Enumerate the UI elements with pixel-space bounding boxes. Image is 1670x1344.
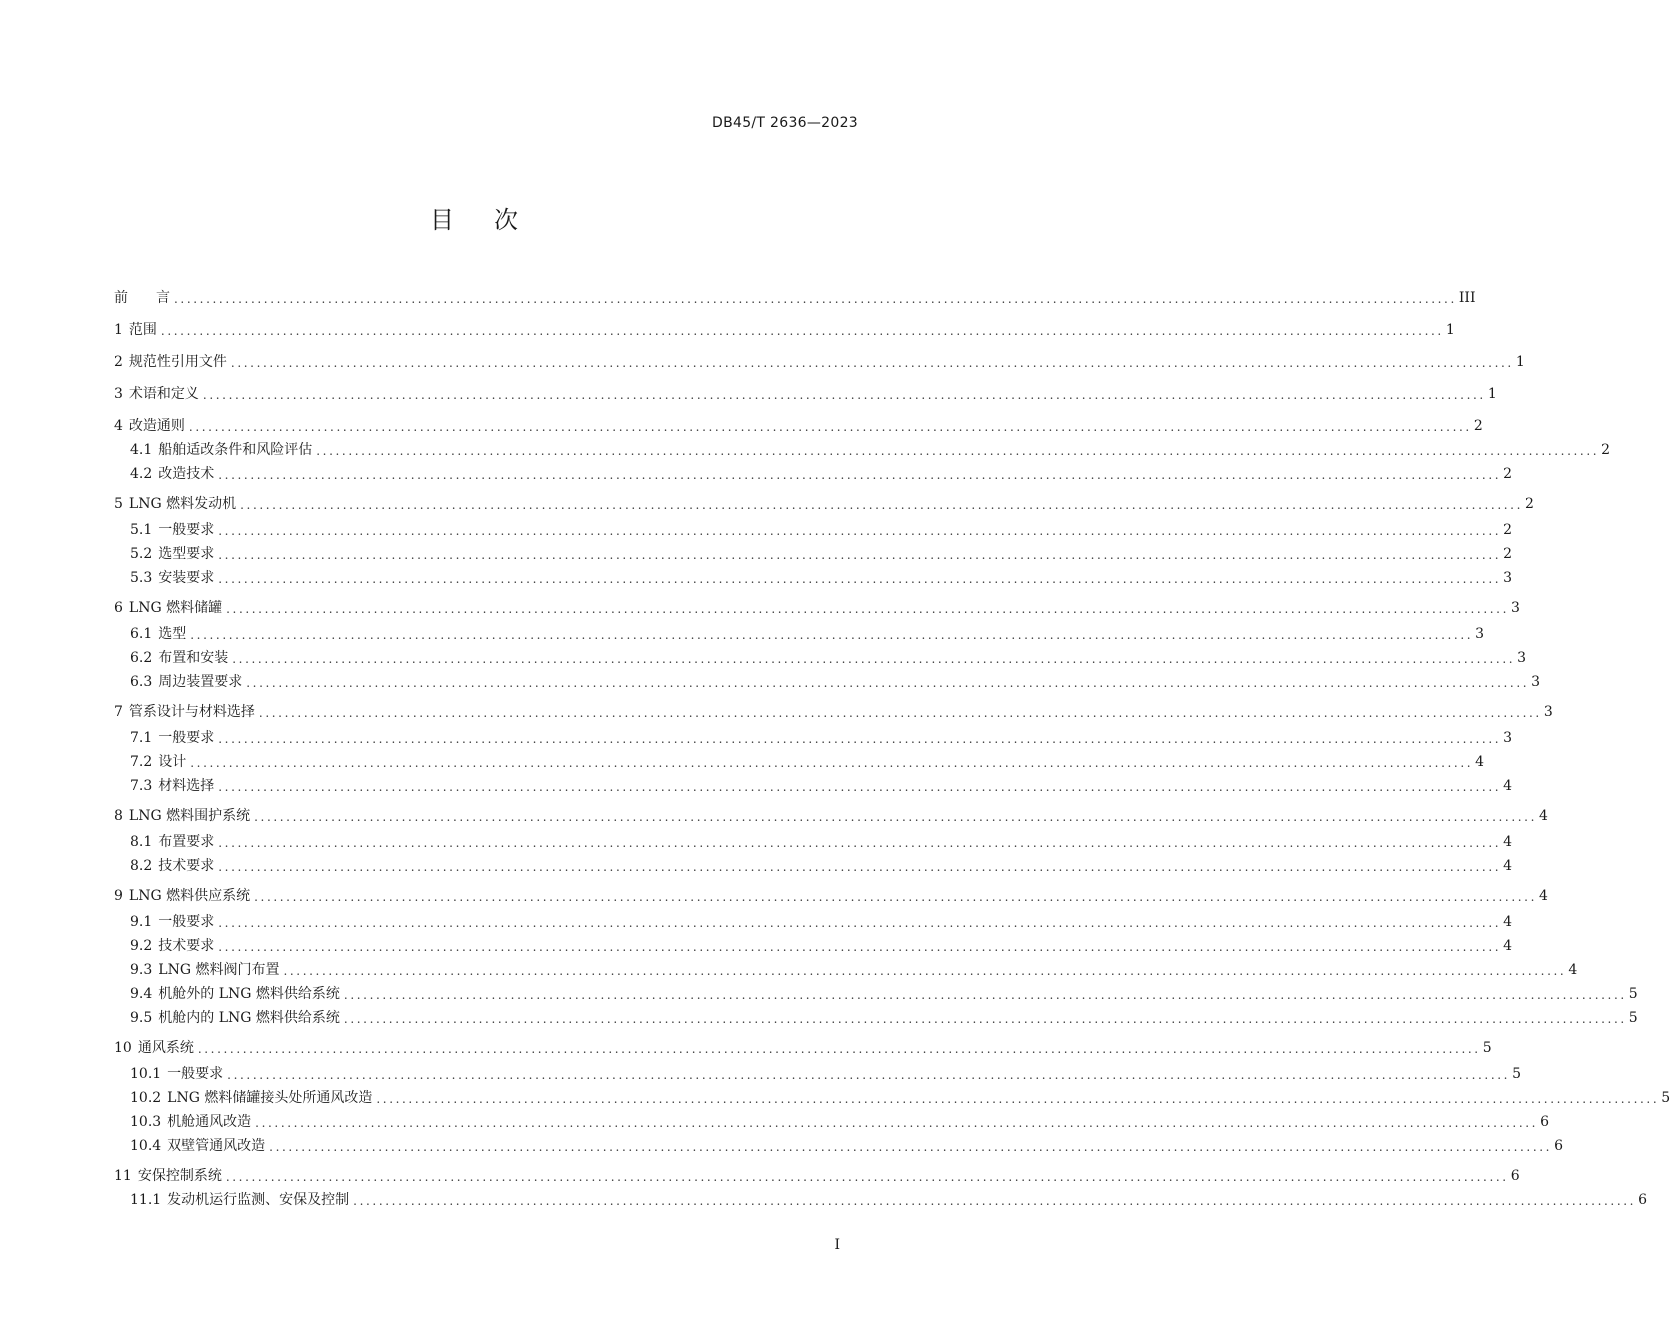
toc-entry[interactable] (130, 726, 1513, 750)
toc-entry[interactable] (130, 982, 1638, 1006)
toc-entry[interactable] (130, 566, 1513, 590)
toc-entry-number: 4.2 (130, 466, 153, 482)
toc-entry-number: 5.2 (130, 546, 153, 562)
page-title-part1: 目 (430, 206, 456, 234)
toc-dot-leader: ........................................................................................................................................................................................................ (258, 706, 1542, 720)
toc-dot-leader: ........................................................................................................................................................................................................ (188, 420, 1472, 434)
toc-entry-label (114, 884, 252, 908)
toc-entry-text: LNG 燃料储罐 (128, 600, 223, 616)
toc-entry-number: 11.1 (130, 1192, 162, 1208)
toc-entry[interactable] (130, 854, 1513, 878)
toc-entry-number: 8.1 (130, 834, 153, 850)
toc-entry-text: 改造通则 (128, 418, 185, 434)
toc-entry-label (130, 958, 281, 982)
toc-entry-number: 7.1 (130, 730, 153, 746)
toc-dot-leader: ........................................................................................................................................................................................................ (343, 1012, 1627, 1026)
toc-entry-label (114, 286, 172, 310)
toc-entry-label (114, 492, 238, 516)
toc-entry-text: 材料选择 (158, 778, 215, 794)
toc-entry-number: 9.3 (130, 962, 153, 978)
toc-entry-label (130, 462, 216, 486)
toc-entry-label (130, 670, 244, 694)
toc-entry-page: 3 (1503, 570, 1513, 586)
toc-dot-leader: ........................................................................................................................................................................................................ (218, 732, 1502, 746)
toc-entry-page: 5 (1661, 1090, 1670, 1106)
toc-entry[interactable] (114, 884, 1548, 908)
toc-entry-label (114, 596, 224, 620)
toc-dot-leader: ........................................................................................................................................................................................................ (246, 676, 1530, 690)
toc-entry-page: 1 (1515, 354, 1525, 370)
toc-entry-page: 4 (1568, 962, 1578, 978)
toc-dot-leader: ........................................................................................................................................................................................................ (353, 1194, 1637, 1208)
toc-entry[interactable] (130, 518, 1513, 542)
toc-dot-leader: ........................................................................................................................................................................................................ (218, 780, 1502, 794)
toc-entry-page: 4 (1503, 858, 1513, 874)
toc-entry-number: 3 (114, 386, 123, 402)
toc-dot-leader: ........................................................................................................................................................................................................ (343, 988, 1627, 1002)
toc-entry-text: 船舶适改条件和风险评估 (158, 442, 313, 458)
toc-entry-text: 设计 (158, 754, 187, 770)
toc-entry-label (130, 934, 216, 958)
toc-entry-text: 布置要求 (158, 834, 215, 850)
toc-entry-number: 9 (114, 888, 123, 904)
toc-entry-number: 10.1 (130, 1066, 162, 1082)
toc-dot-leader: ........................................................................................................................................................................................................ (226, 602, 1509, 616)
toc-entry-number: 10.3 (130, 1114, 162, 1130)
toc-entry-text: 规范性引用文件 (128, 354, 227, 370)
toc-entry-label (130, 1086, 374, 1110)
toc-entry-text: 周边装置要求 (158, 674, 243, 690)
toc-entry-number: 9.2 (130, 938, 153, 954)
toc-entry-text: 技术要求 (158, 858, 215, 874)
toc-entry-number: 10.2 (130, 1090, 162, 1106)
toc-entry-label (130, 1188, 351, 1212)
toc-entry-text: 选型 (158, 626, 187, 642)
toc-entry-number: 7.3 (130, 778, 153, 794)
toc-entry-label (114, 414, 187, 438)
toc-entry-label (114, 1164, 224, 1188)
toc-entry-label (130, 854, 216, 878)
toc-dot-leader: ........................................................................................................................................................................................................ (218, 524, 1502, 538)
toc-entry[interactable] (130, 462, 1513, 486)
toc-entry[interactable] (130, 1062, 1521, 1086)
toc-entry-number: 5.3 (130, 570, 153, 586)
toc-entry-page: 6 (1638, 1192, 1647, 1208)
toc-entry-number: 9.4 (130, 986, 153, 1002)
toc-entry-label (130, 750, 188, 774)
toc-entry[interactable] (114, 414, 1483, 438)
toc-entry[interactable] (114, 1164, 1520, 1188)
toc-entry-text: 术语和定义 (128, 386, 199, 402)
toc-entry-text: 技术要求 (158, 938, 215, 954)
toc-entry-page: 2 (1473, 418, 1483, 434)
toc-entry-page: 4 (1475, 754, 1485, 770)
toc-entry-text: 布置和安装 (158, 650, 229, 666)
toc-entry-page: 5 (1628, 986, 1638, 1002)
toc-dot-leader: ........................................................................................................................................................................................................ (269, 1140, 1553, 1154)
toc-entry[interactable] (130, 670, 1541, 694)
toc-entry-number: 7.2 (130, 754, 153, 770)
toc-entry-text: 机舱通风改造 (167, 1114, 252, 1130)
toc-entry-page: 3 (1517, 650, 1527, 666)
toc-entry-number: 1 (114, 322, 123, 338)
toc-entry-page: 4 (1503, 914, 1513, 930)
toc-dot-leader: ........................................................................................................................................................................................................ (240, 498, 1523, 512)
toc-entry-label (114, 382, 201, 406)
toc-entry-page: III (1458, 290, 1476, 306)
toc-entry-number: 2 (114, 354, 123, 370)
toc-entry-text: 安装要求 (158, 570, 215, 586)
toc-dot-leader: ........................................................................................................................................................................................................ (227, 1068, 1511, 1082)
toc-entry-text: LNG 燃料储罐接头处所通风改造 (167, 1090, 373, 1106)
toc-entry-text: 安保控制系统 (137, 1168, 222, 1184)
toc-entry-text: 一般要求 (158, 730, 215, 746)
toc-entry-number: 5 (114, 496, 123, 512)
toc-entry-label (130, 830, 216, 854)
toc-entry-label (114, 804, 252, 828)
toc-entry-label (130, 646, 230, 670)
toc-entry-page: 4 (1539, 888, 1548, 904)
toc-entry-text: 机舱外的 LNG 燃料供给系统 (158, 986, 340, 1002)
toc-entry[interactable] (114, 804, 1548, 828)
toc-entry[interactable] (130, 622, 1485, 646)
toc-entry-label (130, 910, 216, 934)
toc-entry-page: 2 (1601, 442, 1611, 458)
toc-entry-text: 管系设计与材料选择 (128, 704, 255, 720)
toc-entry[interactable] (130, 1006, 1638, 1030)
toc-entry-text: 通风系统 (137, 1040, 194, 1056)
toc-entry-label (130, 542, 216, 566)
toc-entry-text: 双壁管通风改造 (167, 1138, 266, 1154)
toc-entry-page: 4 (1539, 808, 1548, 824)
page-title-part2: 次 (494, 206, 520, 234)
toc-entry-label (130, 982, 342, 1006)
toc-entry-number: 4 (114, 418, 123, 434)
toc-entry[interactable] (114, 350, 1525, 374)
toc-entry[interactable] (114, 596, 1520, 620)
toc-dot-leader: ........................................................................................................................................................................................................ (218, 836, 1502, 850)
toc-entry-number: 9.5 (130, 1010, 153, 1026)
toc-entry-page: 4 (1503, 834, 1513, 850)
toc-entry-page: 6 (1540, 1114, 1549, 1130)
toc-entry-text: 改造技术 (158, 466, 215, 482)
toc-entry-label (130, 518, 216, 542)
toc-dot-leader: ........................................................................................................................................................................................................ (174, 292, 1457, 306)
doc-code: DB45/T 2636—2023 (712, 115, 858, 131)
toc-entry-page: 3 (1511, 600, 1520, 616)
toc-entry-text: 前 言 (114, 290, 170, 306)
toc-dot-leader: ........................................................................................................................................................................................................ (255, 1116, 1539, 1130)
toc-entry-number: 6 (114, 600, 123, 616)
toc-dot-leader: ........................................................................................................................................................................................................ (232, 652, 1516, 666)
toc-entry-text: LNG 燃料阀门布置 (158, 962, 280, 978)
toc-entry-text: LNG 燃料发动机 (128, 496, 237, 512)
toc-entry-label (130, 1062, 225, 1086)
toc-entry-label (130, 622, 188, 646)
toc-entry-page: 5 (1628, 1010, 1638, 1026)
toc-entry-label (130, 566, 216, 590)
toc-entry-number: 10 (114, 1040, 132, 1056)
toc-entry-text: 一般要求 (158, 522, 215, 538)
toc-entry-number: 5.1 (130, 522, 153, 538)
toc-entry-page: 3 (1475, 626, 1485, 642)
toc-entry-number: 8.2 (130, 858, 153, 874)
toc-entry-number: 6.3 (130, 674, 153, 690)
toc-entry-number: 7 (114, 704, 123, 720)
toc-entry-number: 9.1 (130, 914, 153, 930)
toc-entry[interactable] (130, 910, 1513, 934)
toc-dot-leader: ........................................................................................................................................................................................................ (316, 444, 1600, 458)
toc-entry-label (130, 1134, 267, 1158)
toc-entry-label (130, 1110, 253, 1134)
toc-entry-text: 发动机运行监测、安保及控制 (167, 1192, 350, 1208)
toc-entry-page: 1 (1487, 386, 1497, 402)
toc-entry-label (114, 318, 159, 342)
toc-entry[interactable] (130, 1188, 1647, 1212)
toc-entry-number: 6.1 (130, 626, 153, 642)
toc-dot-leader: ........................................................................................................................................................................................................ (218, 468, 1502, 482)
toc-entry-page: 5 (1482, 1040, 1492, 1056)
toc-dot-leader: ........................................................................................................................................................................................................ (376, 1092, 1660, 1106)
toc-entry-page: 3 (1531, 674, 1541, 690)
toc-entry[interactable] (130, 934, 1513, 958)
toc-entry[interactable] (130, 542, 1513, 566)
toc-entry[interactable] (130, 438, 1611, 462)
toc-entry-text: 一般要求 (158, 914, 215, 930)
toc-entry-label (130, 438, 314, 462)
toc-entry[interactable] (114, 382, 1497, 406)
toc-dot-leader: ........................................................................................................................................................................................................ (230, 356, 1514, 370)
toc-entry-page: 2 (1503, 522, 1513, 538)
toc-entry-label (130, 1006, 342, 1030)
toc-entry-page: 4 (1503, 938, 1513, 954)
toc-entry-number: 10.4 (130, 1138, 162, 1154)
toc-entry-text: 一般要求 (167, 1066, 224, 1082)
toc-entry-text: LNG 燃料供应系统 (128, 888, 251, 904)
toc-entry[interactable] (114, 318, 1455, 342)
toc-entry[interactable] (130, 1086, 1670, 1110)
toc-entry-number: 11 (114, 1168, 132, 1184)
toc-entry-page: 6 (1554, 1138, 1563, 1154)
toc-entry[interactable] (130, 1134, 1563, 1158)
toc-entry[interactable] (130, 830, 1513, 854)
toc-dot-leader: ........................................................................................................................................................................................................ (218, 572, 1502, 586)
toc-entry[interactable] (130, 774, 1513, 798)
toc-entry[interactable] (130, 958, 1578, 982)
toc-dot-leader: ........................................................................................................................................................................................................ (254, 810, 1537, 824)
toc-entry-label (114, 1036, 196, 1060)
toc-dot-leader: ........................................................................................................................................................................................................ (218, 940, 1502, 954)
page-title (0, 200, 950, 235)
toc-entry-text: 选型要求 (158, 546, 215, 562)
toc-entry-page: 3 (1503, 730, 1513, 746)
toc-entry-page: 2 (1503, 466, 1513, 482)
toc-entry-text: LNG 燃料围护系统 (128, 808, 251, 824)
toc-dot-leader: ........................................................................................................................................................................................................ (225, 1170, 1509, 1184)
toc-dot-leader: ........................................................................................................................................................................................................ (190, 628, 1474, 642)
toc-entry-text: 范围 (128, 322, 157, 338)
toc-entry-page: 5 (1512, 1066, 1521, 1082)
toc-dot-leader: ........................................................................................................................................................................................................ (283, 964, 1567, 978)
toc-entry-page: 2 (1525, 496, 1534, 512)
toc-entry[interactable] (114, 492, 1534, 516)
toc-entry-page: 4 (1503, 778, 1513, 794)
toc-entry[interactable] (114, 1036, 1492, 1060)
toc-entry[interactable] (130, 1110, 1549, 1134)
toc-entry-text: 机舱内的 LNG 燃料供给系统 (158, 1010, 340, 1026)
toc-entry-page: 3 (1543, 704, 1553, 720)
toc-dot-leader: ........................................................................................................................................................................................................ (218, 860, 1502, 874)
toc-entry[interactable] (114, 286, 1476, 310)
toc-entry-page: 6 (1510, 1168, 1520, 1184)
toc-dot-leader: ........................................................................................................................................................................................................ (218, 548, 1502, 562)
toc-dot-leader: ........................................................................................................................................................................................................ (197, 1042, 1481, 1056)
toc-dot-leader: ........................................................................................................................................................................................................ (218, 916, 1502, 930)
toc-entry[interactable] (114, 700, 1553, 724)
toc-entry-number: 4.1 (130, 442, 153, 458)
footer-page-number: I (834, 1237, 840, 1253)
toc-entry-number: 6.2 (130, 650, 153, 666)
toc-entry-number: 8 (114, 808, 123, 824)
toc-dot-leader: ........................................................................................................................................................................................................ (190, 756, 1474, 770)
toc-entry-label (114, 700, 257, 724)
toc-entry-page: 1 (1445, 322, 1455, 338)
toc-entry-label (130, 774, 216, 798)
toc-entry-page: 2 (1503, 546, 1513, 562)
toc-entry-label (130, 726, 216, 750)
toc-entry-label (114, 350, 229, 374)
toc-dot-leader: ........................................................................................................................................................................................................ (202, 388, 1486, 402)
toc-dot-leader: ........................................................................................................................................................................................................ (160, 324, 1444, 338)
toc-entry[interactable] (130, 646, 1527, 670)
toc-dot-leader: ........................................................................................................................................................................................................ (254, 890, 1537, 904)
toc-entry[interactable] (130, 750, 1485, 774)
